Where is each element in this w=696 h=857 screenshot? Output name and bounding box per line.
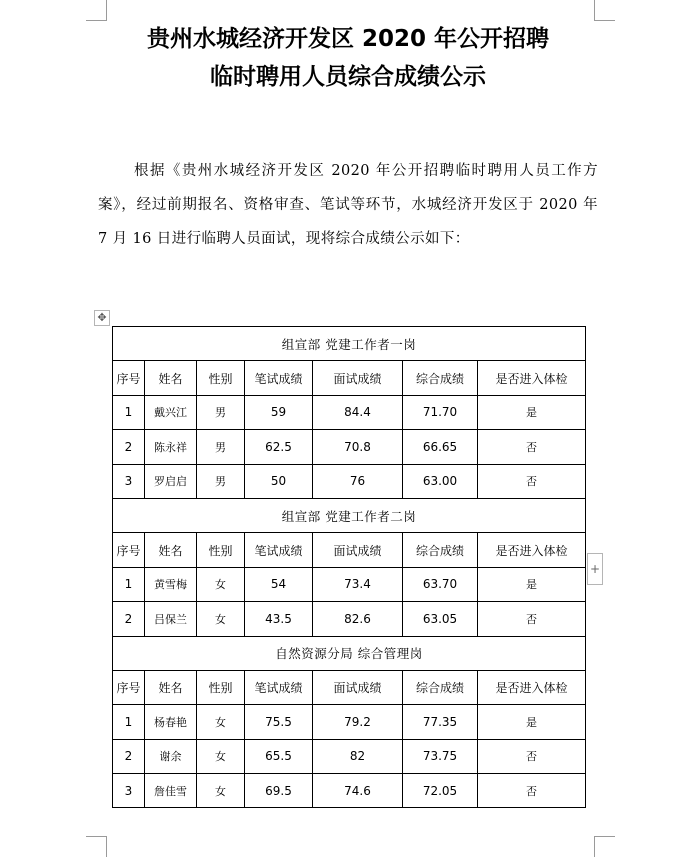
- table-cell: 男: [197, 395, 245, 429]
- table-cell: 72.05: [403, 774, 478, 808]
- crop-mark-bottom-left: [86, 836, 107, 857]
- header-row: [113, 670, 586, 704]
- column-header: 综合成绩: [403, 533, 478, 567]
- table-cell: 82.6: [313, 602, 403, 636]
- table-cell: 69.5: [245, 774, 313, 808]
- table-cell: 50: [245, 464, 313, 498]
- table-cell: 谢余: [145, 739, 197, 773]
- table-cell: 吕保兰: [145, 602, 197, 636]
- table-cell: 女: [197, 602, 245, 636]
- column-header: 笔试成绩: [245, 670, 313, 704]
- plus-icon: +: [589, 562, 601, 576]
- column-header: 是否进入体检: [478, 533, 586, 567]
- table-cell: 82: [313, 739, 403, 773]
- column-header: 序号: [113, 670, 145, 704]
- table-row: [113, 602, 586, 636]
- move-cross-icon: ✥: [97, 311, 107, 324]
- scores-table: [112, 326, 586, 808]
- header-row: [113, 361, 586, 395]
- column-header: 序号: [113, 361, 145, 395]
- header-row: [113, 533, 586, 567]
- column-header: 笔试成绩: [245, 361, 313, 395]
- crop-mark-top-right: [594, 0, 615, 21]
- table-cell: 84.4: [313, 395, 403, 429]
- table-cell: 2: [113, 430, 145, 464]
- table-cell: 女: [197, 567, 245, 601]
- table-cell: 詹佳雪: [145, 774, 197, 808]
- table-cell: 77.35: [403, 705, 478, 739]
- table-cell: 杨春艳: [145, 705, 197, 739]
- table-cell: 75.5: [245, 705, 313, 739]
- section-title: 组宣部 党建工作者二岗: [113, 498, 586, 532]
- table-move-handle[interactable]: [94, 310, 110, 326]
- table-cell: 否: [478, 739, 586, 773]
- table-row: [113, 567, 586, 601]
- column-header: 性别: [197, 533, 245, 567]
- table-cell: 43.5: [245, 602, 313, 636]
- table-cell: 1: [113, 567, 145, 601]
- column-header: 面试成绩: [313, 670, 403, 704]
- column-header: 姓名: [145, 361, 197, 395]
- table-cell: 男: [197, 430, 245, 464]
- column-header: 姓名: [145, 670, 197, 704]
- table-cell: 1: [113, 705, 145, 739]
- column-header: 笔试成绩: [245, 533, 313, 567]
- table-cell: 65.5: [245, 739, 313, 773]
- crop-mark-top-left: [86, 0, 107, 21]
- table-cell: 是: [478, 395, 586, 429]
- crop-mark-bottom-right: [594, 836, 615, 857]
- section-title: 自然资源分局 综合管理岗: [113, 636, 586, 670]
- title-line-2: 临时聘用人员综合成绩公示: [210, 64, 486, 90]
- table-cell: 罗启启: [145, 464, 197, 498]
- title-line-1: 贵州水城经济开发区 2020 年公开招聘: [146, 26, 550, 52]
- table-cell: 1: [113, 395, 145, 429]
- table-row: [113, 705, 586, 739]
- table-cell: 否: [478, 602, 586, 636]
- table-cell: 2: [113, 602, 145, 636]
- table-cell: 63.00: [403, 464, 478, 498]
- column-header: 性别: [197, 670, 245, 704]
- table-cell: 女: [197, 705, 245, 739]
- table-cell: 女: [197, 774, 245, 808]
- table-cell: 男: [197, 464, 245, 498]
- table-cell: 73.4: [313, 567, 403, 601]
- table-cell: 否: [478, 464, 586, 498]
- table-add-row-handle[interactable]: [587, 553, 603, 585]
- table-row: [113, 739, 586, 773]
- table-cell: 70.8: [313, 430, 403, 464]
- table-row: [113, 395, 586, 429]
- table-cell: 戴兴江: [145, 395, 197, 429]
- table-cell: 63.70: [403, 567, 478, 601]
- column-header: 综合成绩: [403, 670, 478, 704]
- table-cell: 73.75: [403, 739, 478, 773]
- section-row: [113, 327, 586, 361]
- table-row: [113, 430, 586, 464]
- table-row: [113, 464, 586, 498]
- intro-paragraph: 根据《贵州水城经济开发区 2020 年公开招聘临时聘用人员工作方案》，经过前期报名、资格审查、笔试等环节，水城经济开发区于 2020 年 7 月 16 日进行临聘人员面试，现将综合成绩公示如下：: [98, 163, 598, 247]
- table-cell: 3: [113, 774, 145, 808]
- table-cell: 3: [113, 464, 145, 498]
- section-row: [113, 498, 586, 532]
- table-cell: 54: [245, 567, 313, 601]
- column-header: 性别: [197, 361, 245, 395]
- table-cell: 63.05: [403, 602, 478, 636]
- table-cell: 79.2: [313, 705, 403, 739]
- column-header: 是否进入体检: [478, 361, 586, 395]
- column-header: 姓名: [145, 533, 197, 567]
- table-cell: 陈永祥: [145, 430, 197, 464]
- section-row: [113, 636, 586, 670]
- table-cell: 黄雪梅: [145, 567, 197, 601]
- table-cell: 是: [478, 705, 586, 739]
- column-header: 是否进入体检: [478, 670, 586, 704]
- column-header: 综合成绩: [403, 361, 478, 395]
- section-title: 组宣部 党建工作者一岗: [113, 327, 586, 361]
- table-cell: 否: [478, 774, 586, 808]
- table-cell: 76: [313, 464, 403, 498]
- table-cell: 是: [478, 567, 586, 601]
- column-header: 序号: [113, 533, 145, 567]
- table-cell: 否: [478, 430, 586, 464]
- table-row: [113, 774, 586, 808]
- table-cell: 66.65: [403, 430, 478, 464]
- column-header: 面试成绩: [313, 361, 403, 395]
- table-cell: 女: [197, 739, 245, 773]
- column-header: 面试成绩: [313, 533, 403, 567]
- table-cell: 2: [113, 739, 145, 773]
- table-cell: 62.5: [245, 430, 313, 464]
- table-cell: 74.6: [313, 774, 403, 808]
- table-cell: 71.70: [403, 395, 478, 429]
- table-cell: 59: [245, 395, 313, 429]
- document-title: [0, 20, 696, 96]
